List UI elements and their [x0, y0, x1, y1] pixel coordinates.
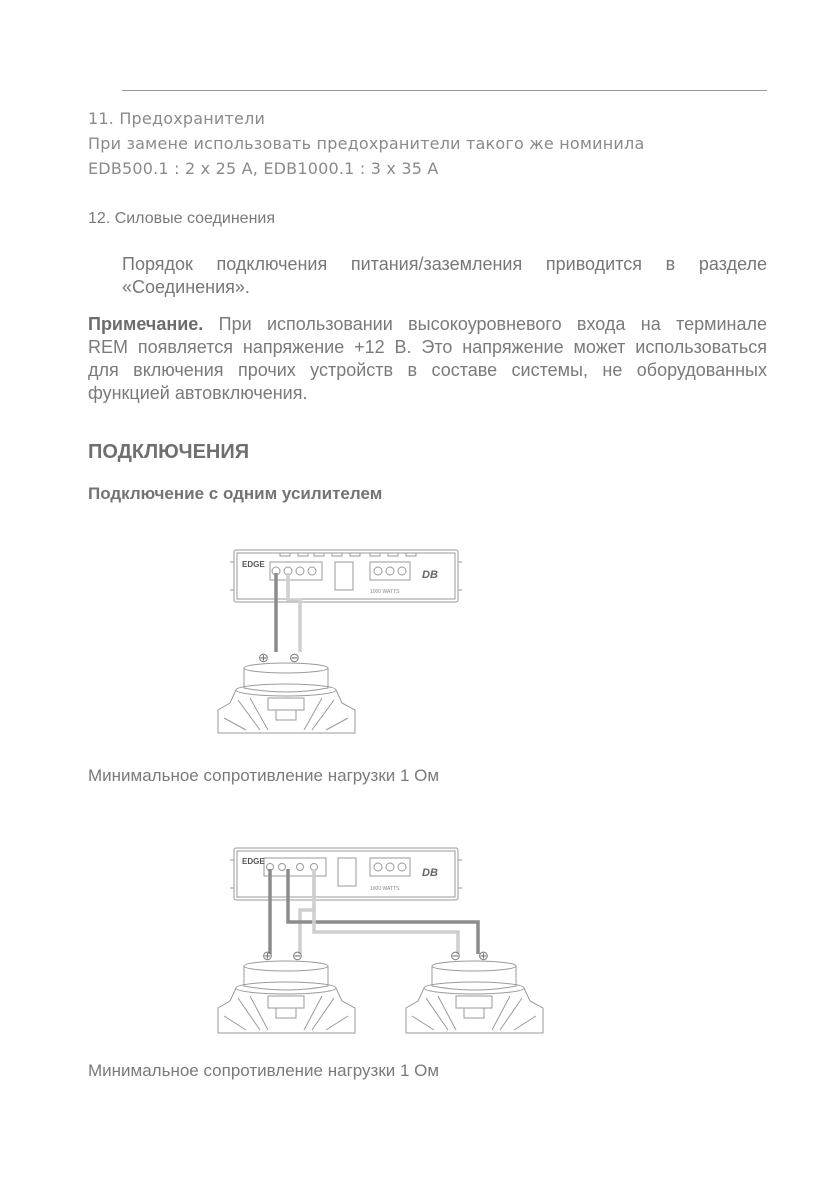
note-line-2: REM появляется напряжение +12 В. Это напряжение может использоваться: [88, 337, 767, 357]
amp-brand: EDGE: [242, 560, 265, 569]
wire-right-positive: [288, 869, 478, 954]
header-rule: [122, 90, 767, 91]
power-paragraph-line-2: «Соединения».: [122, 277, 250, 297]
right-plus-symbol: ⊕: [478, 948, 489, 963]
fuses-line-2: EDB500.1 : 2 x 25 A, EDB1000.1 : 3 x 35 A: [88, 159, 439, 178]
caption-single: Минимальное сопротивление нагрузки 1 Ом: [88, 766, 440, 785]
note-line-3: для включения прочих устройств в составе системы, не оборудованных: [88, 360, 767, 380]
note-line-1-text: При использовании высокоуровневого входа на терминале: [203, 314, 767, 334]
left-plus-symbol: ⊕: [262, 948, 273, 963]
plus-terminal-symbol: ⊕: [258, 650, 269, 665]
subwoofer-left: [218, 961, 355, 1033]
diagram-dual-subwoofer: [210, 840, 570, 1045]
note-line-1: [88, 313, 767, 336]
caption-dual: Минимальное сопротивление нагрузки 1 Ом: [88, 1061, 440, 1080]
subwoofer-right: [406, 961, 543, 1033]
section-title: ПОДКЛЮЧЕНИЯ: [88, 441, 250, 463]
wire-right-negative: [314, 869, 458, 954]
minus-terminal-symbol: ⊖: [289, 650, 300, 665]
right-minus-symbol: ⊖: [450, 948, 461, 963]
amp-logo: DB: [422, 569, 438, 581]
wire-negative: [288, 573, 300, 652]
speaker-wires: [270, 869, 478, 954]
note-line-4: функцией автовключения.: [88, 383, 308, 403]
power-paragraph-line-1: Порядок подключения питания/заземления приводится в разделе: [122, 254, 767, 274]
amp-brand: EDGE: [242, 857, 265, 866]
section-subtitle: Подключение с одним усилителем: [88, 484, 383, 503]
left-minus-symbol: ⊖: [292, 948, 303, 963]
amp-rating: 1000 WATTS: [370, 589, 400, 595]
amp-rating: 1000 WATTS: [370, 886, 400, 892]
note-label: Примечание.: [88, 314, 204, 334]
fuses-line-1: При замене использовать предохранители такого же номинила: [88, 134, 645, 153]
speaker-wires: [276, 573, 300, 652]
subwoofer: [218, 663, 355, 733]
wire-left-negative: [300, 869, 314, 954]
amp-logo: DB: [422, 867, 438, 879]
fuses-heading: 11. Предохранители: [88, 109, 266, 128]
diagram-single-subwoofer: [210, 540, 480, 745]
power-heading: 12. Силовые соединения: [88, 210, 276, 227]
